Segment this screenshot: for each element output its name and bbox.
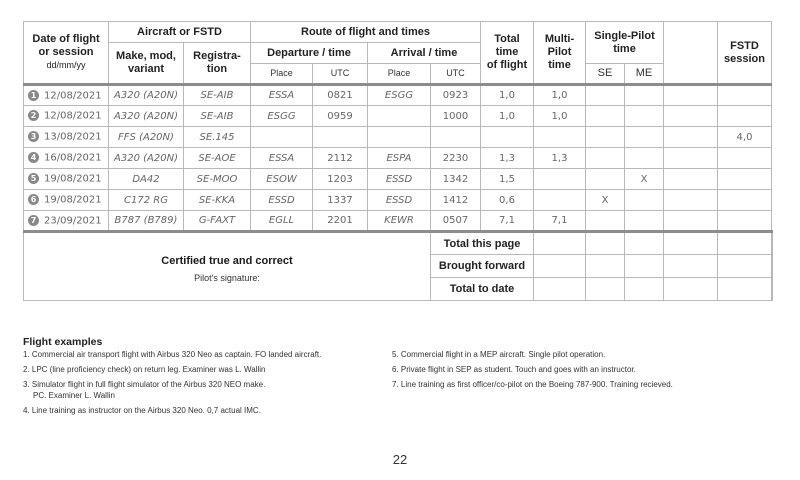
multi-pilot-cell[interactable]: 7,1 [534,211,586,232]
se-cell[interactable] [586,211,625,232]
entry-number-badge: 2 [28,110,39,121]
date-text: 23/09/2021 [44,215,102,227]
date-text: 19/08/2021 [44,194,102,206]
entry-number-badge: 5 [28,173,39,184]
total-time-cell[interactable]: 1,5 [481,169,534,190]
date-header: Date of flight or session dd/mm/yy [24,22,109,85]
total-cell[interactable] [718,255,772,278]
logbook-row [24,148,773,169]
dep-place-header: Place [251,64,313,85]
se-cell[interactable] [586,106,625,127]
examples-title: Flight examples [23,336,103,348]
dep-place-cell[interactable]: ESSA [251,148,313,169]
me-cell[interactable] [625,85,664,106]
registration-cell[interactable]: SE.145 [184,127,251,148]
multi-pilot-cell[interactable] [534,190,586,211]
total-cell[interactable] [534,232,586,255]
registration-cell[interactable]: SE-AIB [184,85,251,106]
examples-left-list [23,349,383,420]
arr-time-cell[interactable] [431,127,481,148]
route-header: Route of flight and times [251,22,481,43]
me-cell[interactable] [625,127,664,148]
total-cell[interactable] [625,278,664,301]
registration-cell[interactable]: G-FAXT [184,211,251,232]
arr-time-cell[interactable]: 0507 [431,211,481,232]
multi-pilot-cell[interactable]: 1,0 [534,85,586,106]
date-text: 16/08/2021 [44,152,102,164]
make-cell[interactable]: A320 (A20N) [109,148,184,169]
make-cell[interactable]: A320 (A20N) [109,106,184,127]
dep-place-cell[interactable]: EGLL [251,211,313,232]
total-time-cell[interactable]: 1,0 [481,85,534,106]
me-cell[interactable]: X [625,169,664,190]
total-cell[interactable] [625,232,664,255]
blank-cell[interactable] [664,190,718,211]
example-item: 1. Commercial air transport flight with Airbus 320 Neo as captain. FO landed aircraft. [23,350,322,359]
se-cell[interactable] [586,169,625,190]
blank-cell[interactable] [664,106,718,127]
entry-number-badge: 1 [28,90,39,101]
entry-number-badge: 7 [28,215,39,226]
fstd-header: FSTD session [718,22,772,85]
date-text: 12/08/2021 [44,90,102,102]
date-cell[interactable] [24,190,109,211]
dep-place-cell[interactable]: ESOW [251,169,313,190]
total-cell[interactable] [534,255,586,278]
date-cell[interactable] [24,85,109,106]
entry-number-badge: 3 [28,131,39,142]
make-header: Make, mod, variant [109,43,184,85]
date-cell[interactable] [24,127,109,148]
me-cell[interactable] [625,106,664,127]
example-item: 3. Simulator flight in full flight simulator of the Airbus 320 NEO make. [23,380,266,389]
date-cell[interactable] [24,169,109,190]
multi-pilot-cell[interactable] [534,169,586,190]
total-cell[interactable] [625,255,664,278]
registration-cell[interactable]: SE-AOE [184,148,251,169]
date-cell[interactable] [24,148,109,169]
se-cell[interactable] [586,148,625,169]
arr-place-cell[interactable]: KEWR [368,211,431,232]
date-text: 12/08/2021 [44,110,102,122]
arr-place-cell[interactable] [368,106,431,127]
aircraft-header: Aircraft or FSTD [109,22,251,43]
example-item: 6. Private flight in SEP as student. Touch and goes with an instructor. [392,365,636,374]
total-time-cell[interactable]: 7,1 [481,211,534,232]
example-item: 2. LPC (line proficiency check) on return leg. Examiner was L. Wallin [23,365,266,374]
total-time-cell[interactable]: 0,6 [481,190,534,211]
total-cell[interactable] [718,278,772,301]
date-text: 19/08/2021 [44,173,102,185]
examples-right-list [392,349,772,394]
fstd-cell[interactable] [718,211,772,232]
registration-cell[interactable]: SE-AIB [184,106,251,127]
dep-time-cell[interactable] [313,127,368,148]
blank-cell[interactable] [664,148,718,169]
total-cell[interactable] [534,278,586,301]
total-to-date-label: Total to date [431,278,534,301]
logbook-row [24,190,773,211]
dep-place-cell[interactable]: ESSD [251,190,313,211]
example-item: PC. Examiner L. Wallin [33,391,115,400]
arr-time-cell[interactable]: 2230 [431,148,481,169]
total-time-cell[interactable]: 1,3 [481,148,534,169]
dep-place-cell[interactable]: ESGG [251,106,313,127]
fstd-cell[interactable] [718,169,772,190]
departure-header: Departure / time [251,43,368,64]
dep-time-cell[interactable]: 1203 [313,169,368,190]
flight-examples [23,336,783,415]
dep-time-cell[interactable]: 1337 [313,190,368,211]
multi-pilot-header: Multi- Pilot time [534,22,586,85]
blank-cell[interactable] [664,127,718,148]
total-time-cell[interactable]: 1,0 [481,106,534,127]
logbook-row [24,169,773,190]
multi-pilot-cell[interactable]: 1,3 [534,148,586,169]
total-cell[interactable] [664,278,718,301]
arr-place-cell[interactable]: ESGG [368,85,431,106]
fstd-cell[interactable] [718,85,772,106]
dep-place-cell[interactable] [251,127,313,148]
logbook-row [24,85,773,106]
arr-place-cell[interactable]: ESSD [368,169,431,190]
me-cell[interactable] [625,190,664,211]
certification-block [24,232,431,301]
make-cell[interactable]: A320 (A20N) [109,85,184,106]
date-text: 13/08/2021 [44,131,102,143]
arr-time-cell[interactable]: 1000 [431,106,481,127]
total-time-cell[interactable] [481,127,534,148]
total-cell[interactable] [586,255,625,278]
se-cell[interactable]: X [586,190,625,211]
arrival-header: Arrival / time [368,43,481,64]
logbook-row [24,106,773,127]
fstd-cell[interactable] [718,148,772,169]
dep-time-cell[interactable]: 2201 [313,211,368,232]
total-cell[interactable] [586,278,625,301]
arr-time-cell[interactable]: 1412 [431,190,481,211]
fstd-cell[interactable]: 4,0 [718,127,772,148]
se-cell[interactable] [586,85,625,106]
dep-time-cell[interactable]: 0821 [313,85,368,106]
dep-time-cell[interactable]: 2112 [313,148,368,169]
arr-place-cell[interactable] [368,127,431,148]
arr-time-cell[interactable]: 0923 [431,85,481,106]
me-cell[interactable] [625,211,664,232]
multi-pilot-cell[interactable] [534,127,586,148]
example-item: 7. Line training as first officer/co-pilot on the Boeing 787-900. Training recieved. [392,380,673,389]
se-header: SE [586,64,625,85]
registration-cell[interactable]: SE-MOO [184,169,251,190]
logbook-table [23,21,773,301]
signature-label: Pilot's signature: [194,273,260,283]
entry-number-badge: 4 [28,152,39,163]
dep-utc-header: UTC [313,64,368,85]
arr-time-cell[interactable]: 1342 [431,169,481,190]
dep-time-cell[interactable]: 0959 [313,106,368,127]
page-number: 22 [392,452,408,467]
registration-header: Registra- tion [184,43,251,85]
arr-place-header: Place [368,64,431,85]
total-cell[interactable] [718,232,772,255]
fstd-cell[interactable] [718,106,772,127]
fstd-cell[interactable] [718,190,772,211]
date-cell[interactable] [24,211,109,232]
me-header: ME [625,64,664,85]
total-cell[interactable] [664,232,718,255]
entry-number-badge: 6 [28,194,39,205]
certified-label: Certified true and correct [161,255,293,267]
date-cell[interactable] [24,106,109,127]
multi-pilot-cell[interactable]: 1,0 [534,106,586,127]
make-cell[interactable]: DA42 [109,169,184,190]
blank-cell[interactable] [664,169,718,190]
example-item: 5. Commercial flight in a MEP aircraft. Single pilot operation. [392,350,606,359]
registration-cell[interactable]: SE-KKA [184,190,251,211]
total-cell[interactable] [664,255,718,278]
dep-place-cell[interactable]: ESSA [251,85,313,106]
make-cell[interactable]: C172 RG [109,190,184,211]
se-cell[interactable] [586,127,625,148]
total-cell[interactable] [772,255,773,278]
blank-header [664,22,718,85]
logbook-row [24,211,773,232]
brought-forward-label: Brought forward [431,255,534,278]
logbook-row [24,127,773,148]
total-this-page-label: Total this page [431,232,534,255]
total-time-header: Total time of flight [481,22,534,85]
total-cell[interactable] [772,232,773,255]
arr-place-cell[interactable]: ESPA [368,148,431,169]
total-cell[interactable] [586,232,625,255]
arr-place-cell[interactable]: ESSD [368,190,431,211]
make-cell[interactable]: B787 (B789) [109,211,184,232]
blank-cell[interactable] [664,211,718,232]
me-cell[interactable] [625,148,664,169]
single-pilot-header: Single-Pilot time [586,22,664,64]
make-cell[interactable]: FFS (A20N) [109,127,184,148]
total-cell[interactable] [772,278,773,301]
example-item: 4. Line training as instructor on the Airbus 320 Neo. 0,7 actual IMC. [23,406,261,415]
arr-utc-header: UTC [431,64,481,85]
blank-cell[interactable] [664,85,718,106]
